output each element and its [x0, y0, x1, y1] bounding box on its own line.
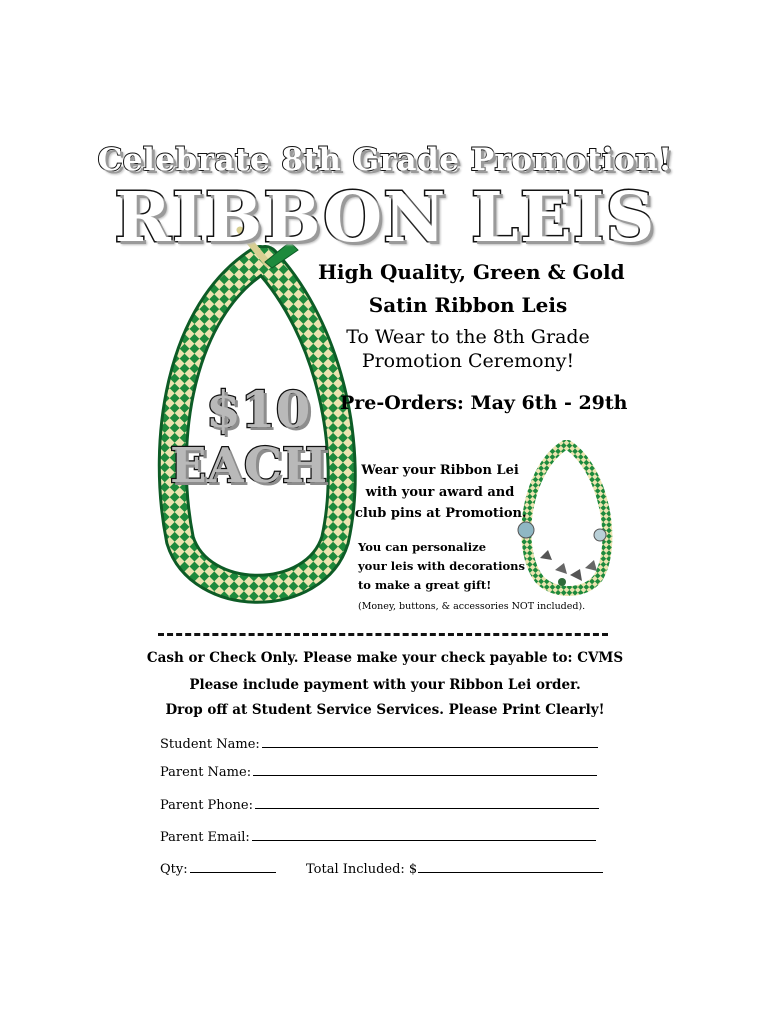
- promotion-heading: Celebrate 8th Grade Promotion!: [97, 142, 673, 178]
- quality-line-2: Satin Ribbon Leis: [368, 293, 568, 317]
- ceremony-line-2: Promotion Ceremony!: [361, 350, 575, 372]
- quantity-blank[interactable]: [190, 860, 276, 873]
- total-field[interactable]: [306, 860, 603, 877]
- student-name-blank[interactable]: [262, 735, 598, 748]
- quantity-field[interactable]: [160, 860, 276, 877]
- parent-email-blank[interactable]: [252, 828, 596, 841]
- payment-instruction: Cash or Check Only. Please make your check payable to: CVMS: [146, 650, 624, 666]
- page-title: RIBBON LEIS: [114, 178, 656, 258]
- price-amount: $10: [206, 380, 311, 439]
- quality-line-1: High Quality, Green & Gold: [318, 260, 625, 284]
- student-name-label: Student Name:: [160, 737, 260, 752]
- wear-tip-line-3: club pins at Promotion.: [355, 506, 527, 521]
- personalize-line-2: your leis with decorations: [358, 559, 525, 573]
- dropoff-instruction: Drop off at Student Service Services. Please Print Clearly!: [165, 702, 605, 718]
- include-payment-instruction: Please include payment with your Ribbon Lei order.: [189, 677, 581, 693]
- parent-phone-field[interactable]: [160, 796, 599, 813]
- personalize-line-3: to make a great gift!: [358, 578, 492, 592]
- ceremony-line-1: To Wear to the 8th Grade: [346, 326, 590, 348]
- parent-email-field[interactable]: [160, 828, 596, 845]
- student-name-field[interactable]: [160, 735, 598, 752]
- preorder-dates: Pre-Orders: May 6th - 29th: [340, 392, 628, 414]
- parent-name-blank[interactable]: [253, 763, 597, 776]
- quantity-label: Qty:: [160, 862, 188, 877]
- price-unit: EACH: [170, 438, 328, 494]
- parent-email-label: Parent Email:: [160, 830, 250, 845]
- parent-name-field[interactable]: [160, 763, 597, 780]
- wear-tip-line-2: with your award and: [365, 485, 515, 500]
- parent-name-label: Parent Name:: [160, 765, 252, 780]
- parent-phone-label: Parent Phone:: [160, 798, 253, 813]
- total-label: Total Included: $: [306, 862, 418, 877]
- wear-tip-line-1: Wear your Ribbon Lei: [361, 463, 519, 478]
- personalize-line-1: You can personalize: [358, 540, 487, 554]
- total-blank[interactable]: [418, 860, 603, 873]
- cut-line-divider: [158, 633, 608, 636]
- accessories-note: (Money, buttons, & accessories NOT included).: [358, 601, 586, 612]
- parent-phone-blank[interactable]: [255, 796, 599, 809]
